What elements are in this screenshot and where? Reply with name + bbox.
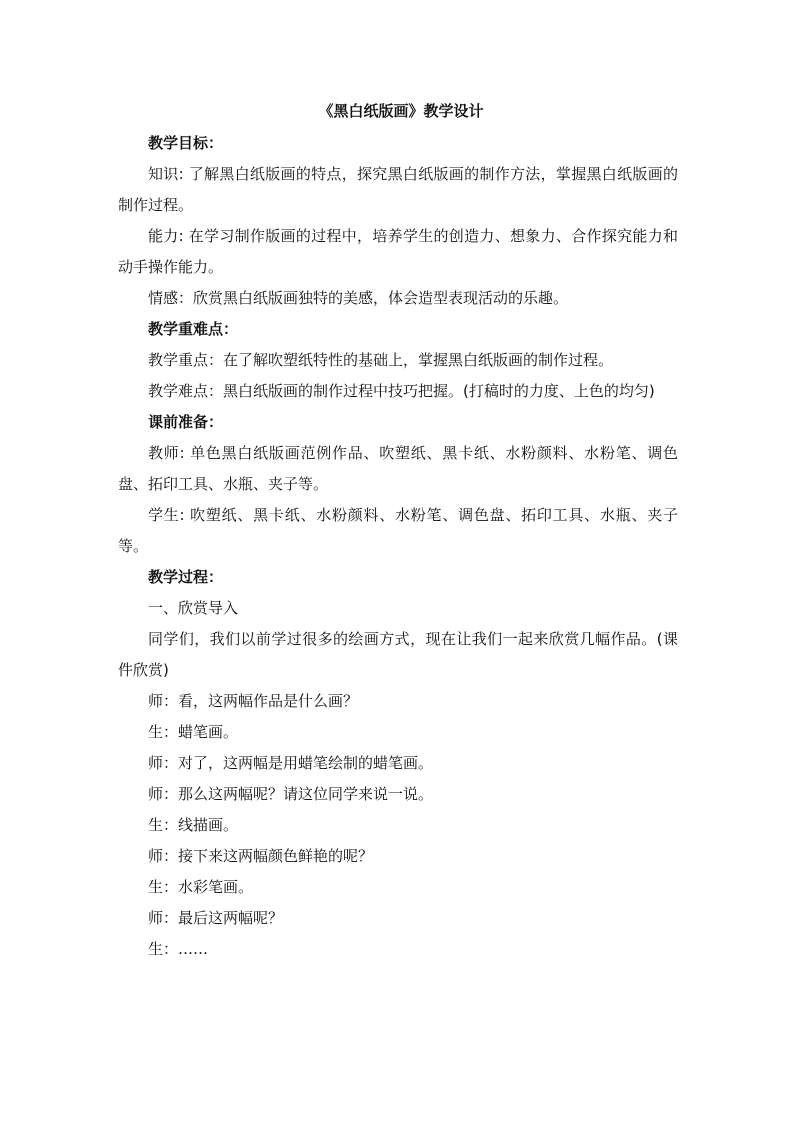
document-page <box>118 98 678 965</box>
process-line: 师：对了，这两幅是用蜡笔绘制的蜡笔画。 <box>148 754 434 772</box>
objective-knowledge: 知识: 了解黑白纸版画的特点，探究黑白纸版画的制作方法，掌握黑白纸版画的制作过程。 <box>118 165 678 214</box>
preparation-teacher: 教师: 单色黑白纸版画范例作品、吹塑纸、黑卡纸、水粉颜料、水粉笔、调色盘、拓印工具、水瓶、夹子等。 <box>118 444 678 493</box>
preparation-heading: 课前准备： <box>148 413 224 431</box>
process-line: 师：最后这两幅呢？ <box>148 909 284 927</box>
process-line: 生：水彩笔画。 <box>148 878 254 896</box>
process-line: 师：那么这两幅呢？请这位同学来说一说。 <box>148 785 434 803</box>
document-title: 《黑白纸版画》教学设计 <box>318 102 484 120</box>
keypoints-heading: 教学重难点： <box>148 320 239 338</box>
process-step-title: 一、欣赏导入 <box>148 599 239 617</box>
process-line: 师：看，这两幅作品是什么画？ <box>148 692 359 710</box>
keypoint-focus: 教学重点：在了解吹塑纸特性的基础上，掌握黑白纸版画的制作过程。 <box>148 351 614 369</box>
process-line: 同学们，我们以前学过很多的绘画方式，现在让我们一起来欣赏几幅作品。(课件欣赏) <box>118 630 678 679</box>
process-heading: 教学过程： <box>148 568 224 586</box>
objective-ability: 能力: 在学习制作版画的过程中，培养学生的创造力、想象力、合作探究能力和动手操作能力。 <box>118 227 678 276</box>
objectives-heading: 教学目标： <box>148 134 224 152</box>
process-line: 生：…… <box>148 940 209 958</box>
objective-emotion: 情感：欣赏黑白纸版画独特的美感，体会造型表现活动的乐趣。 <box>148 289 569 307</box>
keypoint-difficulty: 教学难点：黑白纸版画的制作过程中技巧把握。(打稿时的力度、上色的均匀) <box>148 382 655 400</box>
preparation-student: 学生: 吹塑纸、黑卡纸、水粉颜料、水粉笔、调色盘、拓印工具、水瓶、夹子等。 <box>118 506 678 555</box>
process-line: 生：线描画。 <box>148 816 239 834</box>
process-line: 师：接下来这两幅颜色鲜艳的呢？ <box>148 847 374 865</box>
process-line: 生：蜡笔画。 <box>148 723 239 741</box>
